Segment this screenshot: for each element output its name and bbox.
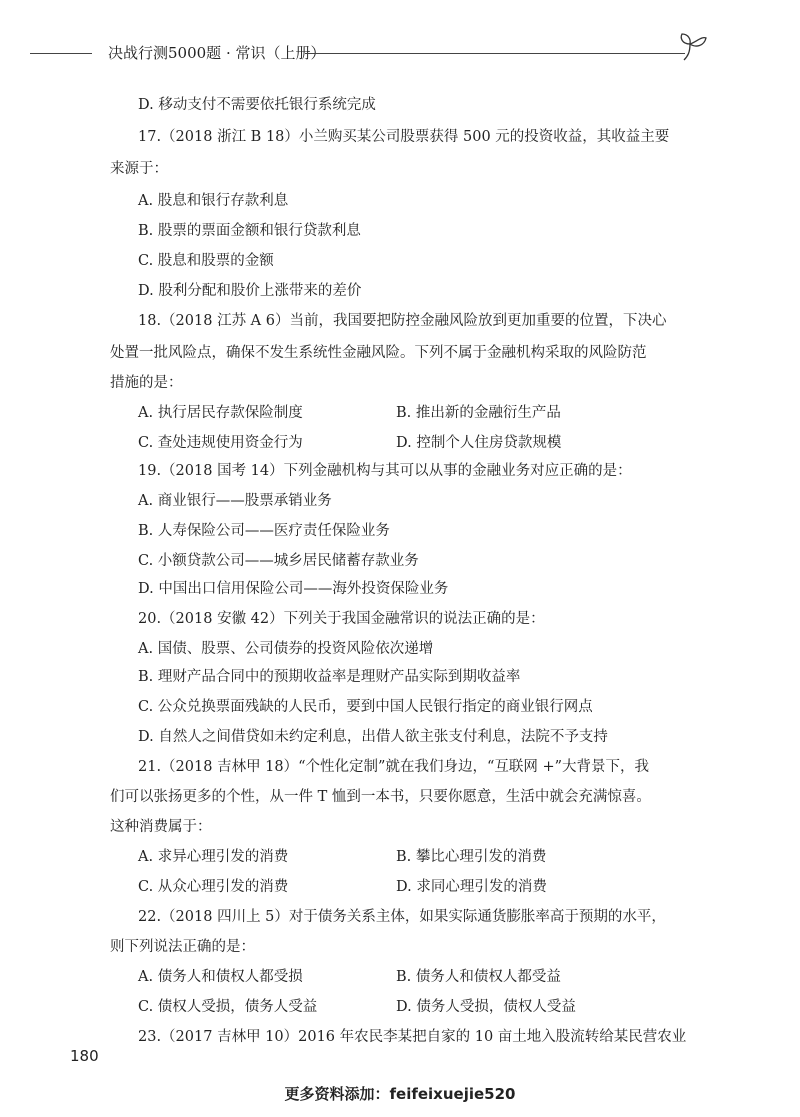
text-line: 22.（2018 四川上 5）对于债务关系主体，如果实际通货膨胀率高于预期的水平， bbox=[138, 909, 666, 925]
text-line: B. 推出新的金融衍生产品 bbox=[396, 405, 561, 421]
text-line: 17.（2018 浙江 B 18）小兰购买某公司股票获得 500 元的投资收益，其收益主要 bbox=[138, 129, 670, 145]
text-line: B. 股票的票面金额和银行贷款利息 bbox=[138, 223, 361, 239]
text-line: D. 控制个人住房贷款规模 bbox=[396, 435, 562, 451]
header-title: 决战行测5000题 · 常识（上册） bbox=[108, 44, 326, 62]
text-line: 20.（2018 安徽 42）下列关于我国金融常识的说法正确的是： bbox=[138, 611, 545, 627]
text-line: 这种消费属于： bbox=[110, 819, 212, 835]
text-line: 措施的是： bbox=[110, 375, 183, 391]
text-line: B. 债务人和债权人都受益 bbox=[396, 969, 561, 985]
text-line: B. 理财产品合同中的预期收益率是理财产品实际到期收益率 bbox=[138, 669, 521, 685]
page-number: 180 bbox=[70, 1047, 99, 1065]
text-line: D. 中国出口信用保险公司——海外投资保险业务 bbox=[138, 581, 449, 597]
sprout-icon bbox=[676, 30, 716, 66]
text-line: C. 公众兑换票面残缺的人民币，要到中国人民银行指定的商业银行网点 bbox=[138, 699, 593, 715]
text-line: C. 查处违规使用资金行为 bbox=[138, 435, 303, 451]
running-header bbox=[0, 36, 800, 66]
text-line: 23.（2017 吉林甲 10）2016 年农民李某把自家的 10 亩土地入股流转给某民营农业 bbox=[138, 1029, 687, 1045]
text-line: 处置一批风险点，确保不发生系统性金融风险。下列不属于金融机构采取的风险防范 bbox=[110, 345, 647, 361]
text-line: A. 债务人和债权人都受损 bbox=[138, 969, 303, 985]
text-line: D. 求同心理引发的消费 bbox=[396, 879, 547, 895]
text-line: B. 攀比心理引发的消费 bbox=[396, 849, 547, 865]
text-line: B. 人寿保险公司——医疗责任保险业务 bbox=[138, 523, 390, 539]
text-line: A. 国债、股票、公司债券的投资风险依次递增 bbox=[138, 641, 434, 657]
header-rule-left bbox=[30, 53, 92, 54]
text-line: D. 债务人受损，债权人受益 bbox=[396, 999, 576, 1015]
text-line: A. 股息和银行存款利息 bbox=[138, 193, 289, 209]
text-line: A. 商业银行——股票承销业务 bbox=[138, 493, 332, 509]
text-line: D. 股利分配和股价上涨带来的差价 bbox=[138, 283, 362, 299]
text-line: A. 执行居民存款保险制度 bbox=[138, 405, 303, 421]
text-line: C. 小额贷款公司——城乡居民储蓄存款业务 bbox=[138, 553, 419, 569]
text-line: 21.（2018 吉林甲 18）“个性化定制”就在我们身边，“互联网 +”大背景下，我 bbox=[138, 759, 650, 775]
text-line: 19.（2018 国考 14）下列金融机构与其可以从事的金融业务对应正确的是： bbox=[138, 463, 632, 479]
text-line: D. 自然人之间借贷如未约定利息，出借人欲主张支付利息，法院不予支持 bbox=[138, 729, 608, 745]
text-line: C. 从众心理引发的消费 bbox=[138, 879, 289, 895]
header-rule-right bbox=[305, 53, 685, 54]
footer-note: 更多资料添加：feifeixuejie520 bbox=[284, 1085, 516, 1103]
text-line: C. 股息和股票的金额 bbox=[138, 253, 274, 269]
text-line: 则下列说法正确的是： bbox=[110, 939, 255, 955]
text-line: 18.（2018 江苏 A 6）当前，我国要把防控金融风险放到更加重要的位置，下决心 bbox=[138, 313, 667, 329]
text-line: 们可以张扬更多的个性，从一件 T 恤到一本书，只要你愿意，生活中就会充满惊喜。 bbox=[110, 789, 651, 805]
text-line: D. 移动支付不需要依托银行系统完成 bbox=[138, 97, 376, 113]
text-line: A. 求异心理引发的消费 bbox=[138, 849, 289, 865]
text-line: 来源于： bbox=[110, 161, 168, 177]
text-line: C. 债权人受损，债务人受益 bbox=[138, 999, 318, 1015]
